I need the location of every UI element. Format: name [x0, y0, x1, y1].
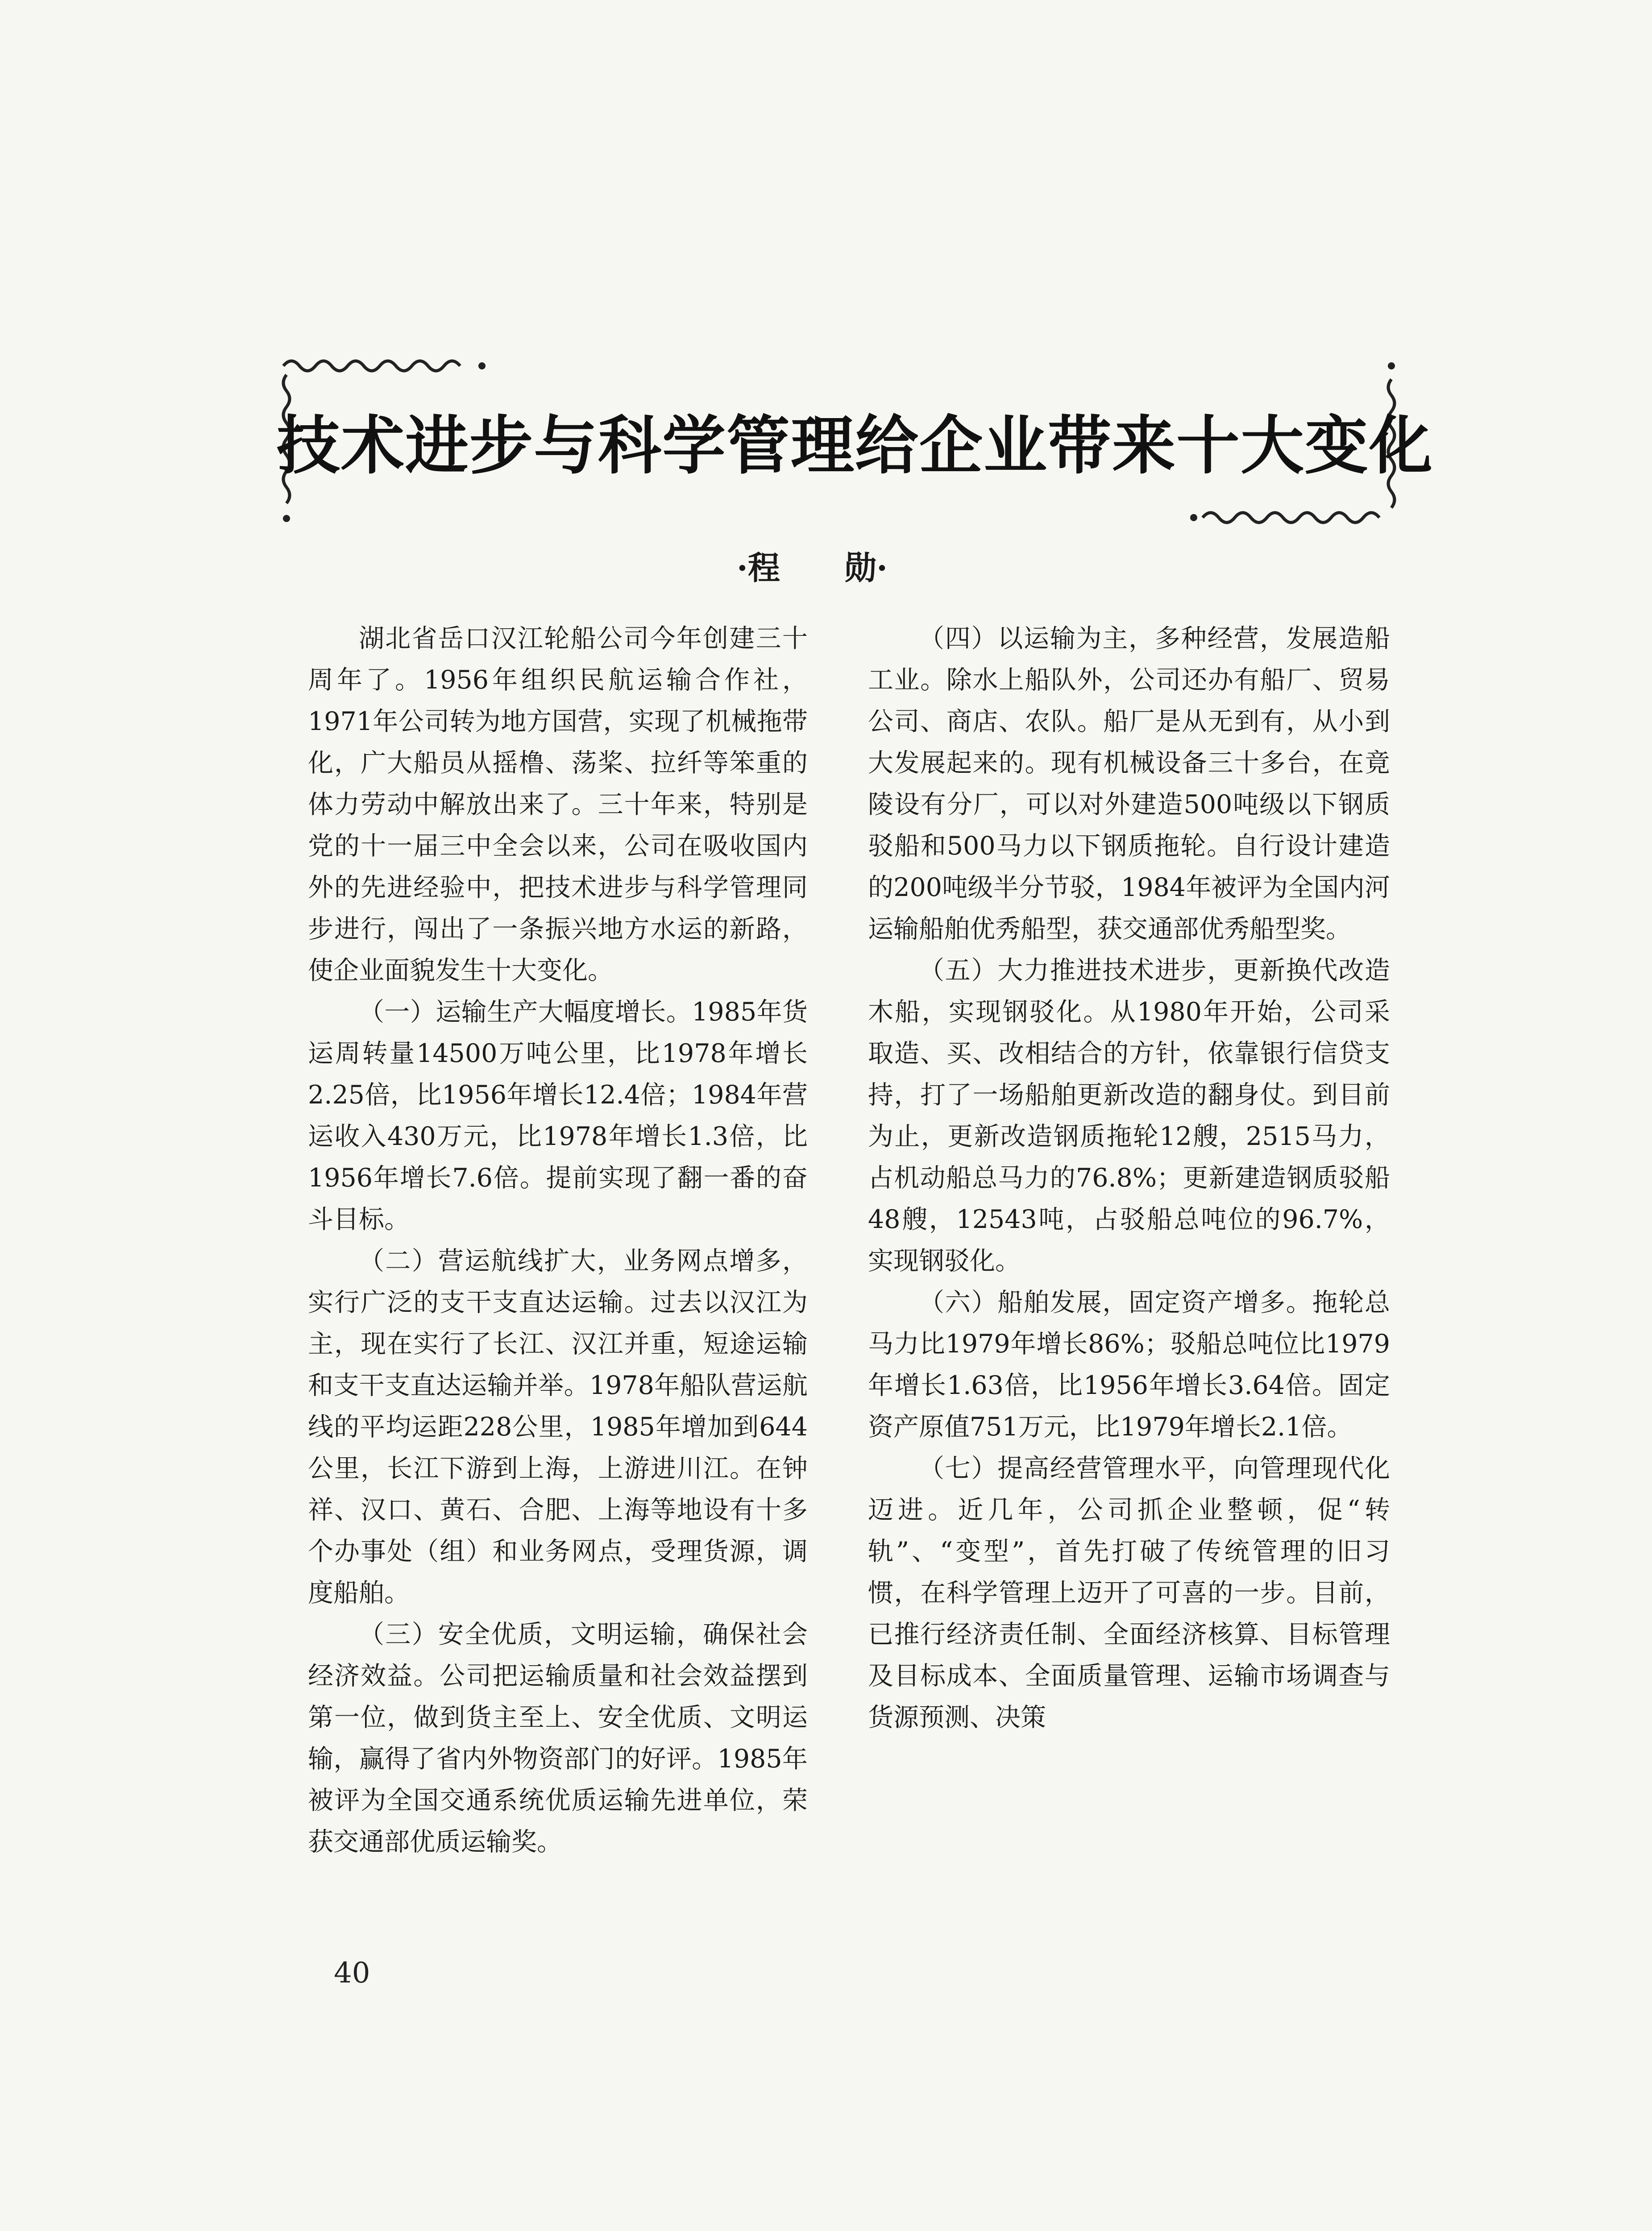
- right-column: [868, 618, 1390, 1738]
- page-number: 40: [334, 1957, 370, 1990]
- paragraph: （三）安全优质，文明运输，确保社会经济效益。公司把运输质量和社会效益摆到第一位，做到货主至上、安全优质、文明运输，赢得了省内外物资部门的好评。1985年被评为全国交通系统优质运输先进单位，荣获交通部优质运输奖。: [308, 1620, 808, 1857]
- paragraph: （四）以运输为主，多种经营，发展造船工业。除水上船队外，公司还办有船厂、贸易公司、商店、农队。船厂是从无到有，从小到大发展起来的。现有机械设备三十多台，在竟陵设有分厂，可以对外建造500吨级以下钢质驳船和500马力以下钢质拖轮。自行设计建造的200吨级半分节驳，1984年被评为全国内河运输船舶优秀船型，获交通部优秀船型奖。: [868, 624, 1390, 944]
- paragraph: （六）船舶发展，固定资产增多。拖轮总马力比1979年增长86%；驳船总吨位比1979年增长1.63倍，比1956年增长3.64倍。固定资产原值751万元，比1979年增长2.1倍。: [868, 1288, 1390, 1442]
- article-title: 技术进步与科学管理给企业带来十大变化: [277, 409, 1433, 483]
- paragraph: 湖北省岳口汉江轮船公司今年创建三十周年了。1956年组织民航运输合作社，1971年公司转为地方国营，实现了机械拖带化，广大船员从摇橹、荡桨、拉纤等笨重的体力劳动中解放出来了。三十年来，特别是党的十一届三中全会以来，公司在吸收国内外的先进经验中，把技术进步与科学管理同步进行，闯出了一条振兴地方水运的新路，使企业面貌发生十大变化。: [308, 624, 808, 985]
- paragraph: （五）大力推进技术进步，更新换代改造木船，实现钢驳化。从1980年开始，公司采取造、买、改相结合的方针，依靠银行信贷支持，打了一场船舶更新改造的翻身仗。到目前为止，更新改造钢质拖轮12艘，2515马力，占机动船总马力的76.8%；更新建造钢质驳船48艘，12543吨，占驳船总吨位的96.7%，实现钢驳化。: [868, 956, 1390, 1276]
- article-author: ·程 勋·: [736, 549, 888, 587]
- paragraph: （七）提高经营管理水平，向管理现代化迈进。近几年，公司抓企业整顿，促“转轨”、“变型”，首先打破了传统管理的旧习惯，在科学管理上迈开了可喜的一步。目前，已推行经济责任制、全面经济核算、目标管理及目标成本、全面质量管理、运输市场调查与货源预测、决策: [868, 1454, 1390, 1732]
- title-frame: [277, 348, 1433, 535]
- left-column: [308, 618, 808, 1863]
- paragraph: （一）运输生产大幅度增长。1985年货运周转量14500万吨公里，比1978年增长2.25倍，比1956年增长12.4倍；1984年营运收入430万元，比1978年增长1.3倍，比1956年增长7.6倍。提前实现了翻一番的奋斗目标。: [308, 997, 808, 1234]
- paragraph: （二）营运航线扩大，业务网点增多，实行广泛的支干支直达运输。过去以汉江为主，现在实行了长江、汉江并重，短途运输和支干支直达运输并举。1978年船队营运航线的平均运距228公里，1985年增加到644公里，长江下游到上海，上游进川江。在钟祥、汉口、黄石、合肥、上海等地设有十多个办事处（组）和业务网点，受理货源，调度船舶。: [308, 1246, 808, 1608]
